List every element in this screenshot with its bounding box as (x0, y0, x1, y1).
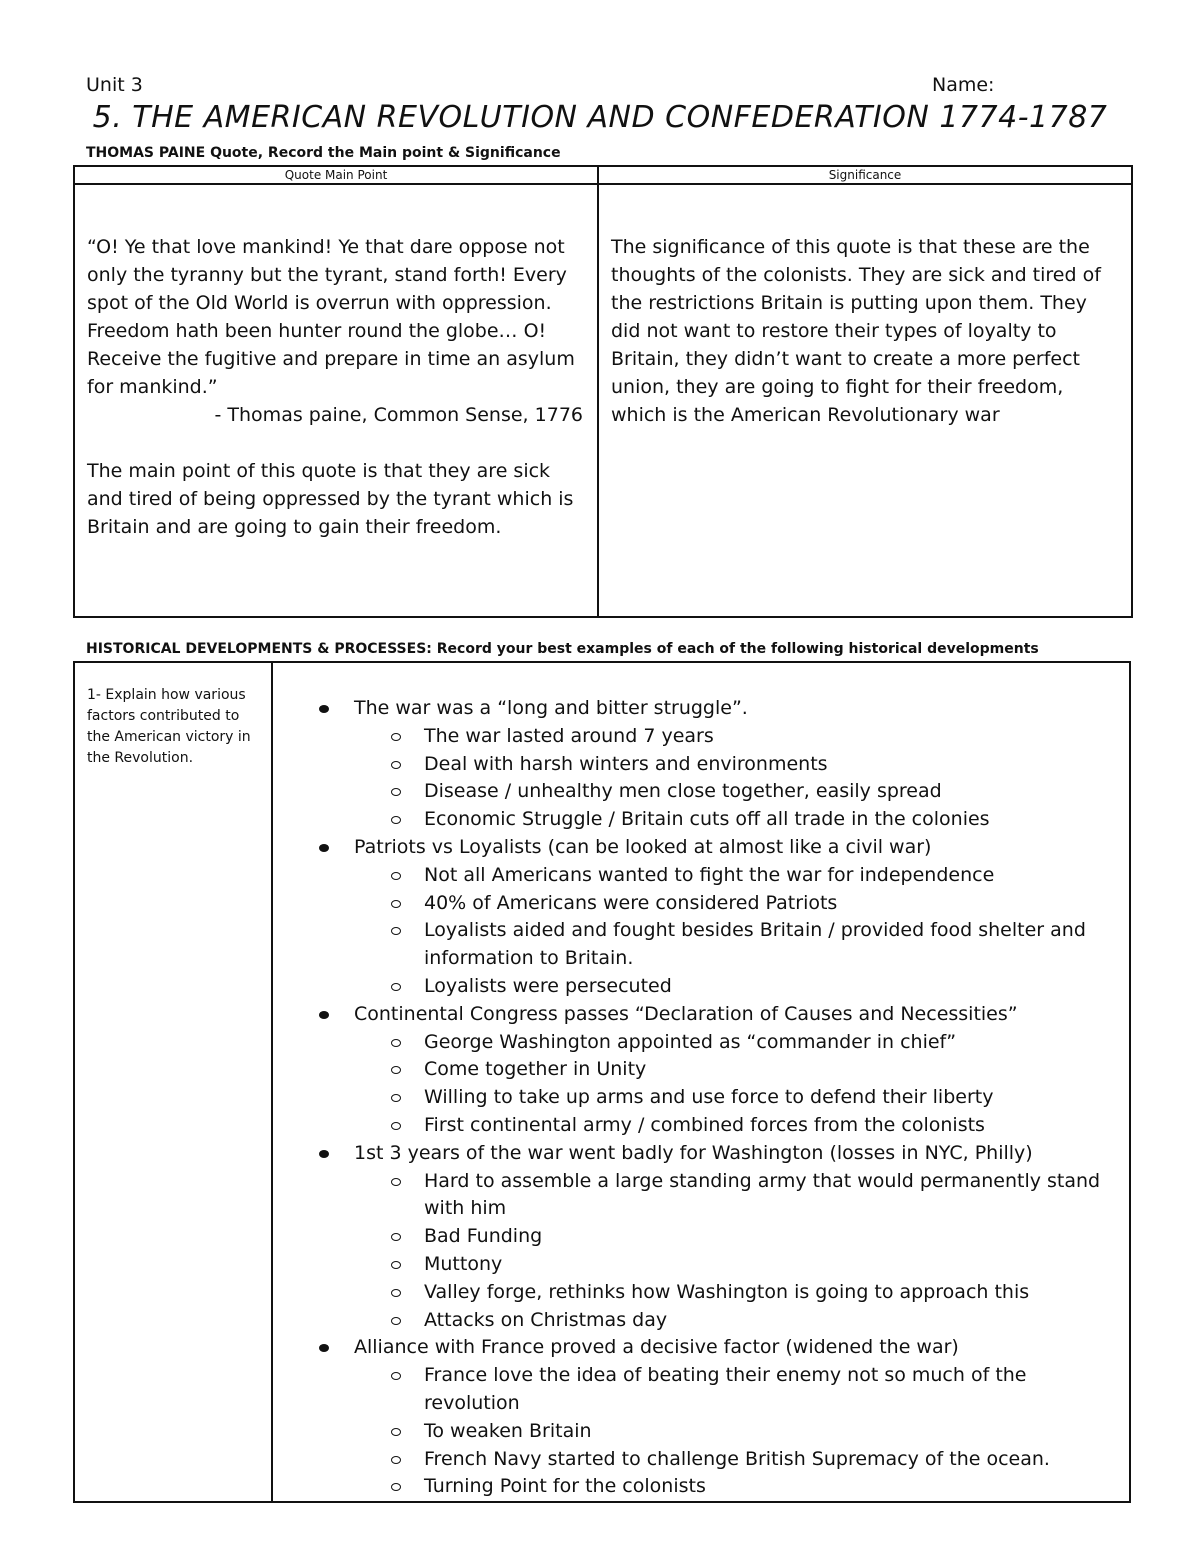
sub-bullet-item (354, 1362, 1129, 1418)
sub-bullet-item (354, 806, 1129, 834)
bullet-text: The war was a “long and bitter struggle”. (354, 697, 748, 719)
sub-bullet-text: Attacks on Christmas day (424, 1308, 668, 1331)
prompt-text: 1- Explain how various factors contributed to the American victory in the Revolution. (87, 687, 251, 766)
hollow-bullet-icon (391, 983, 401, 991)
filled-bullet-icon (319, 1344, 329, 1352)
bullet-text: Patriots vs Loyalists (can be looked at almost like a civil war) (354, 835, 932, 858)
sub-bullet-item (354, 862, 1129, 890)
sub-bullet-item (354, 1223, 1129, 1251)
bullet-item (273, 1001, 1129, 1140)
hollow-bullet-icon (391, 1456, 401, 1464)
bullet-item (273, 1334, 1129, 1501)
sub-bullet-text: Muttony (424, 1252, 503, 1275)
sub-bullet-item (354, 890, 1129, 918)
sub-bullet-item (354, 723, 1129, 751)
sub-bullet-text: To weaken Britain (424, 1419, 592, 1442)
hollow-bullet-icon (391, 1483, 401, 1491)
hollow-bullet-icon (391, 1066, 401, 1074)
filled-bullet-icon (319, 705, 329, 713)
sub-bullet-item (354, 1446, 1129, 1474)
sub-bullet-text: France love the idea of beating their enemy not so much of the revolution (424, 1364, 1027, 1414)
sub-bullet-text: Economic Struggle / Britain cuts off all trade in the colonies (424, 808, 990, 831)
name-label: Name: (932, 74, 995, 96)
section2-heading: HISTORICAL DEVELOPMENTS & PROCESSES: Record your best examples of each of the following historical developments (86, 641, 1039, 657)
hollow-bullet-icon (391, 1233, 401, 1241)
hollow-bullet-icon (391, 761, 401, 769)
prompt-cell (74, 662, 272, 1502)
sub-bullet-item (354, 778, 1129, 806)
answer-cell[interactable] (272, 662, 1130, 1502)
sub-bullet-text: Not all Americans wanted to fight the war for independence (424, 863, 995, 886)
sub-bullet-item (354, 1251, 1129, 1279)
sub-bullet-item (354, 1307, 1129, 1335)
hollow-bullet-icon (391, 1039, 401, 1047)
sub-bullet-text: Valley forge, rethinks how Washington is going to approach this (424, 1280, 1030, 1303)
bullet-item (273, 1140, 1129, 1335)
hollow-bullet-icon (391, 1289, 401, 1297)
hollow-bullet-icon (391, 733, 401, 741)
sub-bullet-text: 40% of Americans were considered Patriots (424, 891, 838, 914)
filled-bullet-icon (319, 1011, 329, 1019)
hollow-bullet-icon (391, 1261, 401, 1269)
bullet-item (273, 695, 1129, 834)
main-point-text: The main point of this quote is that they are sick and tired of being oppressed by the tyrant which is Britain and are going to gain their freedom. (87, 460, 574, 538)
sub-bullet-text: Deal with harsh winters and environments (424, 752, 828, 775)
quote-table (73, 165, 1133, 618)
sub-bullet-item (354, 973, 1129, 1001)
hollow-bullet-icon (391, 927, 401, 935)
sub-bullet-item (354, 917, 1129, 973)
sub-bullet-item (354, 1168, 1129, 1224)
filled-bullet-icon (319, 844, 329, 852)
sub-bullet-item (354, 751, 1129, 779)
developments-table (73, 661, 1131, 1503)
significance-text: The significance of this quote is that these are the thoughts of the colonists. They are sick and tired of the restrictions Britain is putting upon them. They did not want to restore their types of loyalty to Britain, they didn’t want to create a more perfect union, they are going to fight for their freedom, which is the American Revolutionary war (611, 236, 1101, 426)
hollow-bullet-icon (391, 1178, 401, 1186)
quote-column-header: Quote Main Point (74, 166, 598, 184)
hollow-bullet-icon (391, 900, 401, 908)
sub-bullet-text: Turning Point for the colonists (424, 1475, 706, 1498)
page-title: 5. THE AMERICAN REVOLUTION AND CONFEDERATION 1774-1787 (92, 100, 1108, 135)
sub-bullet-text: Come together in Unity (424, 1058, 647, 1081)
sub-bullet-text: Bad Funding (424, 1225, 543, 1248)
section1-heading: THOMAS PAINE Quote, Record the Main point & Significance (86, 145, 561, 161)
sub-bullet-text: Loyalists were persecuted (424, 974, 672, 997)
bullet-item (273, 834, 1129, 1001)
sub-bullet-item (354, 1029, 1129, 1057)
sub-bullet-text: First continental army / combined forces from the colonists (424, 1113, 985, 1136)
filled-bullet-icon (319, 1150, 329, 1158)
sub-bullet-list (354, 1362, 1129, 1501)
quote-attribution: - Thomas paine, Common Sense, 1776 (214, 404, 583, 426)
sub-bullet-item (354, 1112, 1129, 1140)
sub-bullet-text: French Navy started to challenge British Supremacy of the ocean. (424, 1447, 1050, 1470)
sub-bullet-item (354, 1279, 1129, 1307)
hollow-bullet-icon (391, 788, 401, 796)
sub-bullet-list (354, 1168, 1129, 1335)
hollow-bullet-icon (391, 1317, 401, 1325)
hollow-bullet-icon (391, 1372, 401, 1380)
hollow-bullet-icon (391, 1428, 401, 1436)
sub-bullet-item (354, 1056, 1129, 1084)
sub-bullet-item (354, 1418, 1129, 1446)
significance-cell[interactable] (598, 184, 1132, 617)
quote-text: “O! Ye that love mankind! Ye that dare oppose not only the tyranny but the tyrant, stand forth! Every spot of the Old World is overrun with oppression. Freedom hath been hunter round the globe… O! Receive the fugitive and prepare in time an asylum for mankind.” (87, 236, 575, 398)
sub-bullet-text: Willing to take up arms and use force to defend their liberty (424, 1086, 994, 1109)
sub-bullet-text: The war lasted around 7 years (424, 724, 714, 747)
hollow-bullet-icon (391, 1122, 401, 1130)
bullet-text: 1st 3 years of the war went badly for Washington (losses in NYC, Philly) (354, 1141, 1033, 1164)
sub-bullet-text: Disease / unhealthy men close together, easily spread (424, 780, 942, 803)
sub-bullet-list (354, 723, 1129, 834)
hollow-bullet-icon (391, 816, 401, 824)
unit-label: Unit 3 (86, 74, 143, 96)
sub-bullet-list (354, 862, 1129, 1001)
significance-column-header: Significance (598, 166, 1132, 184)
sub-bullet-list (354, 1029, 1129, 1140)
bullet-text: Alliance with France proved a decisive factor (widened the war) (354, 1336, 959, 1359)
sub-bullet-text: George Washington appointed as “commander in chief” (424, 1030, 957, 1053)
bullet-text: Continental Congress passes “Declaration of Causes and Necessities” (354, 1002, 1018, 1025)
hollow-bullet-icon (391, 1094, 401, 1102)
quote-cell[interactable] (74, 184, 598, 617)
sub-bullet-text: Loyalists aided and fought besides Britain / provided food shelter and information to Britain. (424, 919, 1086, 970)
sub-bullet-item (354, 1084, 1129, 1112)
sub-bullet-item (354, 1473, 1129, 1501)
bullet-list (273, 663, 1129, 1501)
sub-bullet-text: Hard to assemble a large standing army that would permanently stand with him (424, 1169, 1101, 1220)
hollow-bullet-icon (391, 872, 401, 880)
